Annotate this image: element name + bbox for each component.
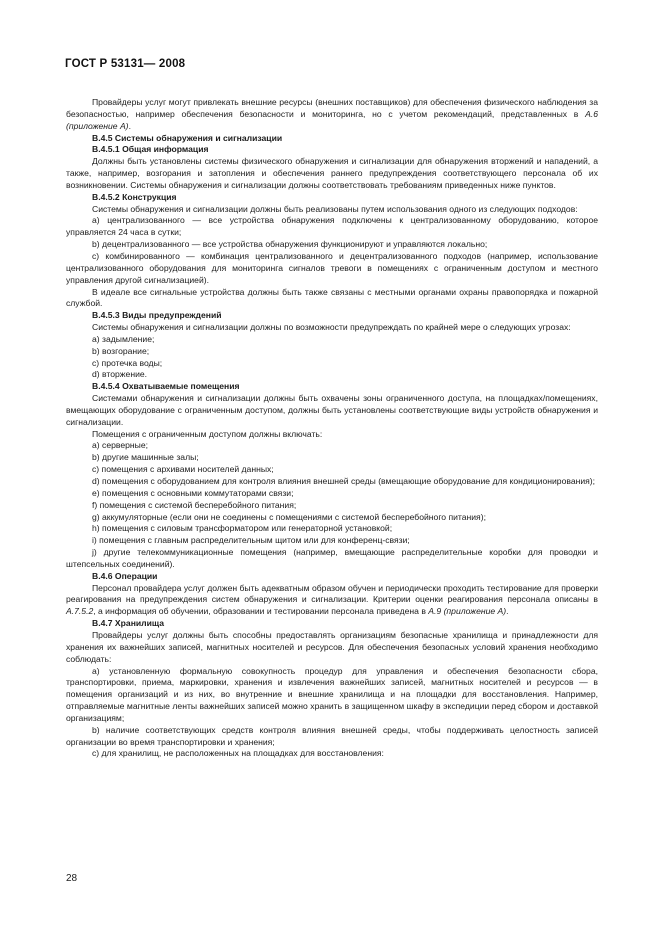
heading-b45: В.4.5 Системы обнаружения и сигнализации — [92, 132, 283, 143]
list-item: d) вторжение. — [92, 369, 148, 380]
list-item: с) комбинированного — комбинация централизованного и децентрализованного подходов (например, использование централизованного оборудования для мониторинга сигналов тревоги в помещениях с ограниченным доступом и местного управления другой сигнализацией). — [66, 250, 598, 285]
list-item: а) централизованного — все устройства обнаружения подключены к централизованному оборудованию, которое управляется 24 часа в сутки; — [66, 215, 598, 238]
heading-b454: В.4.5.4 Охватываемые помещения — [92, 381, 240, 392]
reference-a9: А.9 (приложение А) — [428, 606, 507, 617]
list-item: b) наличие соответствующих средств контроля влияния внешней среды, чтобы поддерживать целостность записей организации во время транспортировки и хранения; — [66, 724, 598, 747]
list-item: i) помещения с главным распределительным щитом или для конференц-связи; — [92, 535, 410, 546]
list-item: с) помещения с архивами носителей данных; — [92, 464, 274, 475]
paragraph-outsourcing: Провайдеры услуг могут привлекать внешние ресурсы (внешних поставщиков) для обеспечения физического наблюдения за безопасностью, например обеспечения безопасности и мониторинга, но с учетом рекомендаций, представленных в А.6 (приложение А). — [66, 97, 598, 131]
paragraph-warnings: Системы обнаружения и сигнализации должны по возможности предупреждать по крайней мере о следующих угрозах: — [92, 322, 571, 333]
paragraph-general: Должны быть установлены системы физического обнаружения и сигнализации для обнаружения вторжений и нападений, а также, например, возгорания и затопления и обеспечения раннего предупреждения соответствующего персонала об их возникновении. Системы обнаружения и сигнализации должны соответствовать требованиям приведенных ниже пунктов. — [66, 156, 598, 190]
standard-header: ГОСТ Р 53131— 2008 — [65, 58, 186, 70]
heading-b453: В.4.5.3 Виды предупреждений — [92, 310, 222, 321]
paragraph-ideal: В идеале все сигнальные устройства должны быть также связаны с местными органами охраны правопорядка и пожарной службой. — [66, 286, 598, 309]
list-item: b) возгорание; — [92, 345, 150, 356]
paragraph-covered-areas: Системами обнаружения и сигнализации должны быть охвачены зоны ограниченного доступа, на площадках/помещениях, вмещающих оборудование с ограниченным доступом, должны быть установлены соответствующие виды устройств обнаружения и сигнализации. — [66, 393, 598, 427]
list-item: е) помещения с основными коммутаторами связи; — [92, 487, 294, 498]
heading-b452: В.4.5.2 Конструкция — [92, 191, 177, 202]
list-item: h) помещения с силовым трансформатором или генераторной установкой; — [92, 523, 393, 534]
reference-a752: А.7.5.2 — [66, 606, 94, 617]
list-item: с) для хранилищ, не расположенных на площадках для восстановления: — [92, 748, 384, 759]
list-item: с) протечка воды; — [92, 357, 163, 368]
paragraph-restricted-rooms: Помещения с ограниченным доступом должны включать: — [92, 428, 323, 439]
paragraph-construction: Системы обнаружения и сигнализации должны быть реализованы путем использования одного из следующих подходов: — [92, 203, 578, 214]
heading-b46: В.4.6 Операции — [92, 570, 158, 581]
heading-b451: В.4.5.1 Общая информация — [92, 144, 209, 155]
heading-b47: В.4.7 Хранилища — [92, 618, 165, 629]
list-item: b) децентрализованного — все устройства обнаружения функционируют и управляются локально; — [92, 239, 488, 250]
list-item: а) серверные; — [92, 440, 149, 451]
list-item: d) помещения с оборудованием для контроля влияния внешней среды (вмещающие оборудование для кондиционирования); — [92, 476, 596, 486]
reference-a6: А.6 (приложение А) — [66, 108, 598, 131]
paragraph-operations: Персонал провайдера услуг должен быть адекватным образом обучен и периодически проходить тестирование для проверки реагирования на предупреждения систем обнаружения и сигнализации. Критерии оценки реагирования персонала описаны в А.7.5.2, а информация об обучении, образовании и тестировании персонала приведена в А.9 (приложение А). — [66, 582, 598, 617]
list-item: g) аккумуляторные (если они не соединены с помещениями с системой бесперебойного питания); — [92, 511, 486, 522]
list-item: а) задымление; — [92, 333, 155, 344]
list-item: f) помещения с системой бесперебойного питания; — [92, 499, 297, 510]
page-number: 28 — [66, 873, 78, 884]
paragraph-storage: Провайдеры услуг должны быть способны предоставлять организациям безопасные хранилища и принадлежности для хранения их важнейших записей, магнитных носителей и ресурсов. Для обеспечения безопасных условий хранения необходимо соблюдать: — [66, 629, 598, 664]
list-item: b) другие машинные залы; — [92, 452, 199, 463]
document-body — [66, 97, 598, 760]
list-item: j) другие телекоммуникационные помещения (например, вмещающие распределительные коробки для проводки и штепсельных соединений). — [66, 547, 598, 569]
list-item: а) установленную формальную совокупность процедур для управления и обеспечения безопасности сбора, транспортировки, приема, маркировки, хранения и извлечения важнейших записей, магнитных носителей и ресурсов — в помещения организаций и из них, во внутренние и внешние хранилища и на площадки для восстановления. Например, отправляемые магнитные ленты важнейших записей можно хранить в защищенном шкафу в экспедиции перед сбором и доставкой организациям; — [66, 665, 598, 723]
